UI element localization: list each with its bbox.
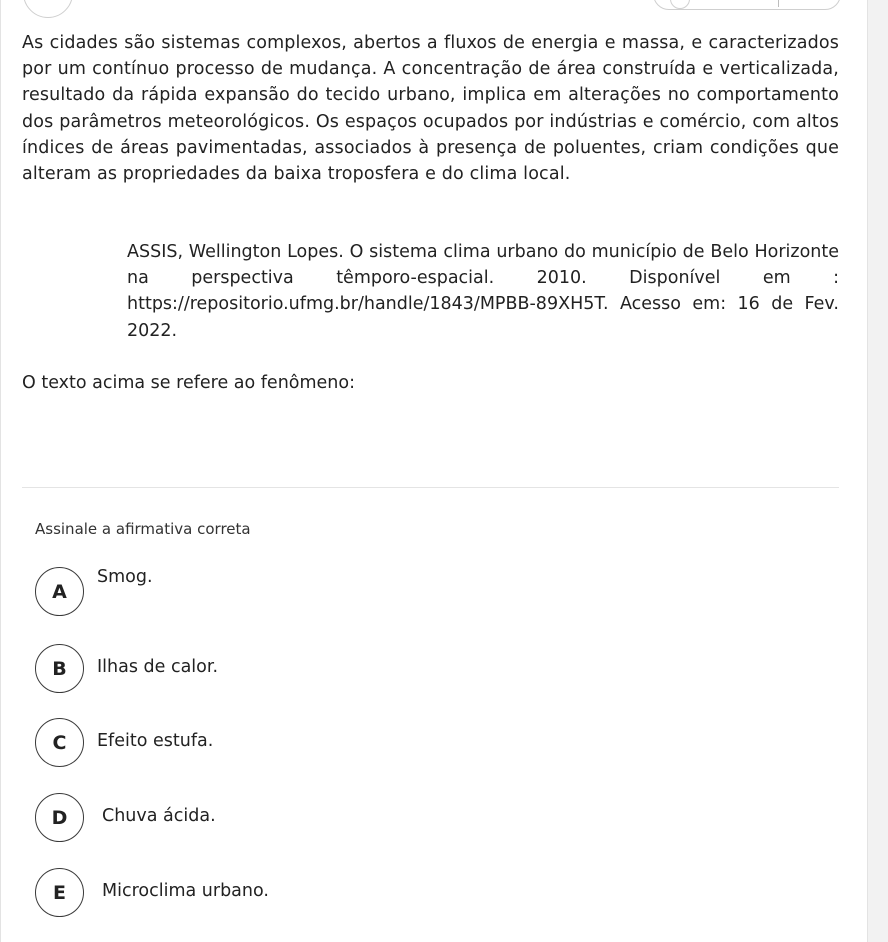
option-text[interactable]: Efeito estufa. [97,731,214,751]
option-text[interactable]: Chuva ácida. [102,806,216,826]
answer-instruction: Assinale a afirmativa correta [35,520,251,538]
option-letter[interactable]: E [35,868,84,917]
option-letter[interactable]: B [35,644,84,693]
option-b[interactable] [35,644,275,694]
option-letter[interactable]: C [35,718,84,767]
toolbar-separator [778,0,779,7]
option-text[interactable]: Smog. [97,567,153,587]
question-prompt: O texto acima se refere ao fenômeno: [22,373,356,393]
option-e[interactable] [35,868,315,918]
page-gutter [868,0,888,942]
passage-text: As cidades são sistemas complexos, abertos a fluxos de energia e massa, e caracterizados por um contínuo processo de mudança. A concentração de área construída e verticalizada, resultado da rápida expansão do tecido urbano, implica em alterações no comportamento dos parâmetros meteorológicos. Os espaços ocupados por indústrias e comércio, com altos índices de áreas pavimentadas, associados à presença de poluentes, criam condições que alteram as propriedades da baixa troposfera e do clima local. [22,33,839,185]
option-a[interactable] [35,567,235,617]
option-c[interactable] [35,718,275,768]
option-letter[interactable]: D [35,793,84,842]
top-toolbar-pill[interactable] [653,0,841,10]
option-letter[interactable]: A [35,567,84,616]
option-text[interactable]: Microclima urbano. [102,881,269,901]
toolbar-icon[interactable] [670,0,690,9]
question-number-badge [23,0,73,18]
option-text[interactable]: Ilhas de calor. [97,657,219,677]
option-d[interactable] [35,793,275,843]
divider [22,487,839,488]
passage-citation: ASSIS, Wellington Lopes. O sistema clima urbano do município de Belo Horizonte na perspectiva têmporo-espacial. 2010. Disponível em : https://repositorio.ufmg.br/handle/1843/MPBB-89XH5T. Acesso em: 16 de Fev. 2022. [127,242,839,341]
